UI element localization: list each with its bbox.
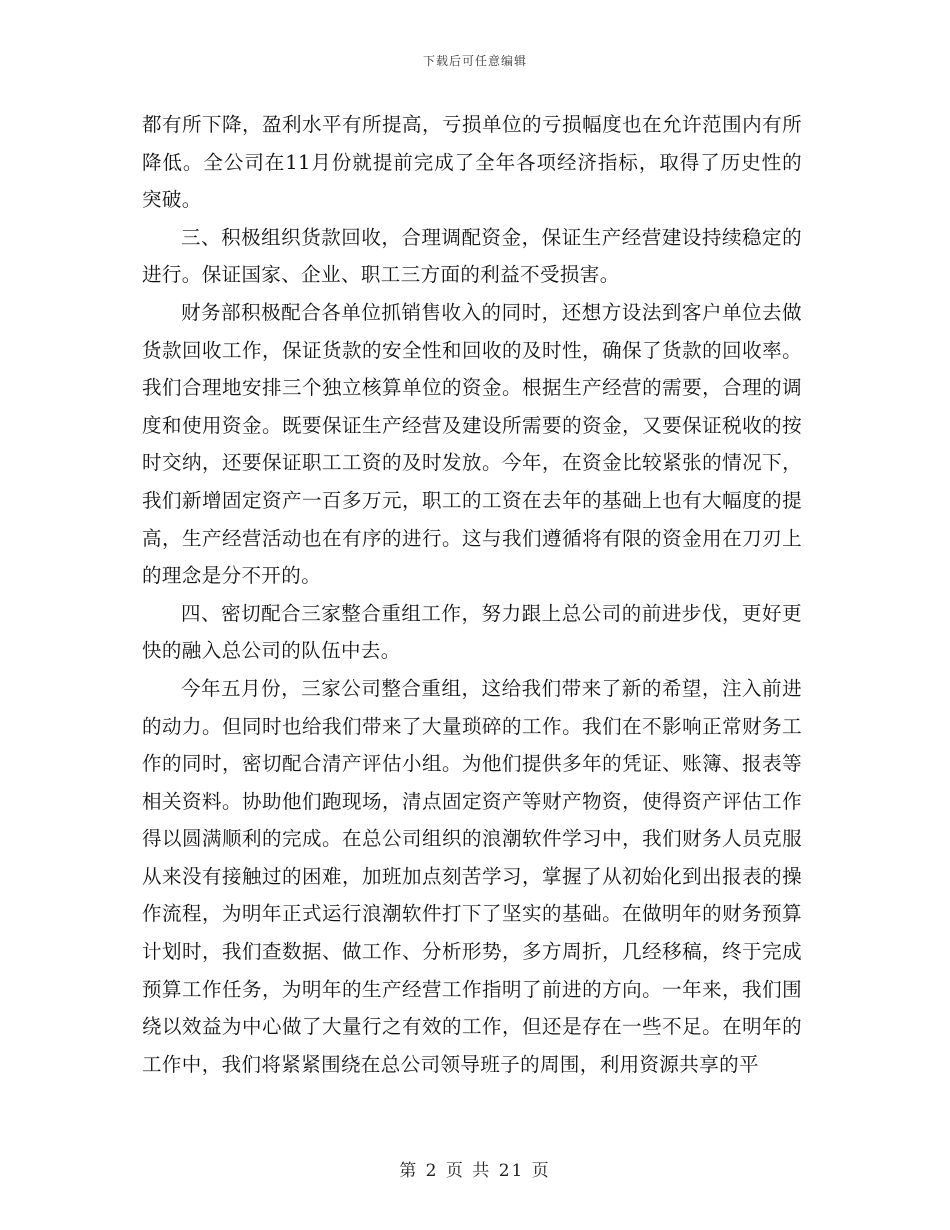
page-number-footer: 第 2 页 共 21 页 <box>399 1161 551 1181</box>
paragraph-4-heading-four: 四、密切配合三家整合重组工作，努力跟上总公司的前进步伐，更好更快的融入总公司的队伍中去。 <box>142 601 802 663</box>
paragraph-1: 都有所下降，盈利水平有所提高，亏损单位的亏损幅度也在允许范围内有所降低。全公司在11月份就提前完成了全年各项经济指标，取得了历史性的突破。 <box>142 113 802 212</box>
paragraph-2-heading-three: 三、积极组织货款回收，合理调配资金，保证生产经营建设持续稳定的进行。保证国家、企业、职工三方面的利益不受损害。 <box>142 225 802 287</box>
page-header-note: 下载后可任意编辑 <box>422 54 527 68</box>
paragraph-5: 今年五月份，三家公司整合重组，这给我们带来了新的希望，注入前进的动力。但同时也给我们带来了大量琐碎的工作。我们在不影响正常财务工作的同时，密切配合清产评估小组。为他们提供多年的凭证、账簿、报表等相关资料。协助他们跑现场，清点固定资产等财产物资，使得资产评估工作得以圆满顺利的完成。在总公司组织的浪潮软件学习中，我们财务人员克服从来没有接触过的困难，加班加点刻苦学习，掌握了从初始化到出报表的操作流程，为明年正式运行浪潮软件打下了坚实的基础。在做明年的财务预算计划时，我们查数据、做工作、分析形势，多方周折，几经移稿，终于完成预算工作任务，为明年的生产经营工作指明了前进的方向。一年来，我们围绕以效益为中心做了大量行之有效的工作，但还是存在一些不足。在明年的工作中，我们将紧紧围绕在总公司领导班子的周围，利用资源共享的平 <box>142 676 802 1076</box>
document-body <box>142 106 802 1083</box>
paragraph-3: 财务部积极配合各单位抓销售收入的同时，还想方设法到客户单位去做货款回收工作，保证货款的安全性和回收的及时性，确保了货款的回收率。我们合理地安排三个独立核算单位的资金。根据生产经营的需要，合理的调度和使用资金。既要保证生产经营及建设所需要的资金，又要保证税收的按时交纳，还要保证职工工资的及时发放。今年，在资金比较紧张的情况下，我们新增固定资产一百多万元，职工的工资在去年的基础上也有大幅度的提高，生产经营活动也在有序的进行。这与我们遵循将有限的资金用在刀刃上的理念是分不开的。 <box>142 300 802 588</box>
